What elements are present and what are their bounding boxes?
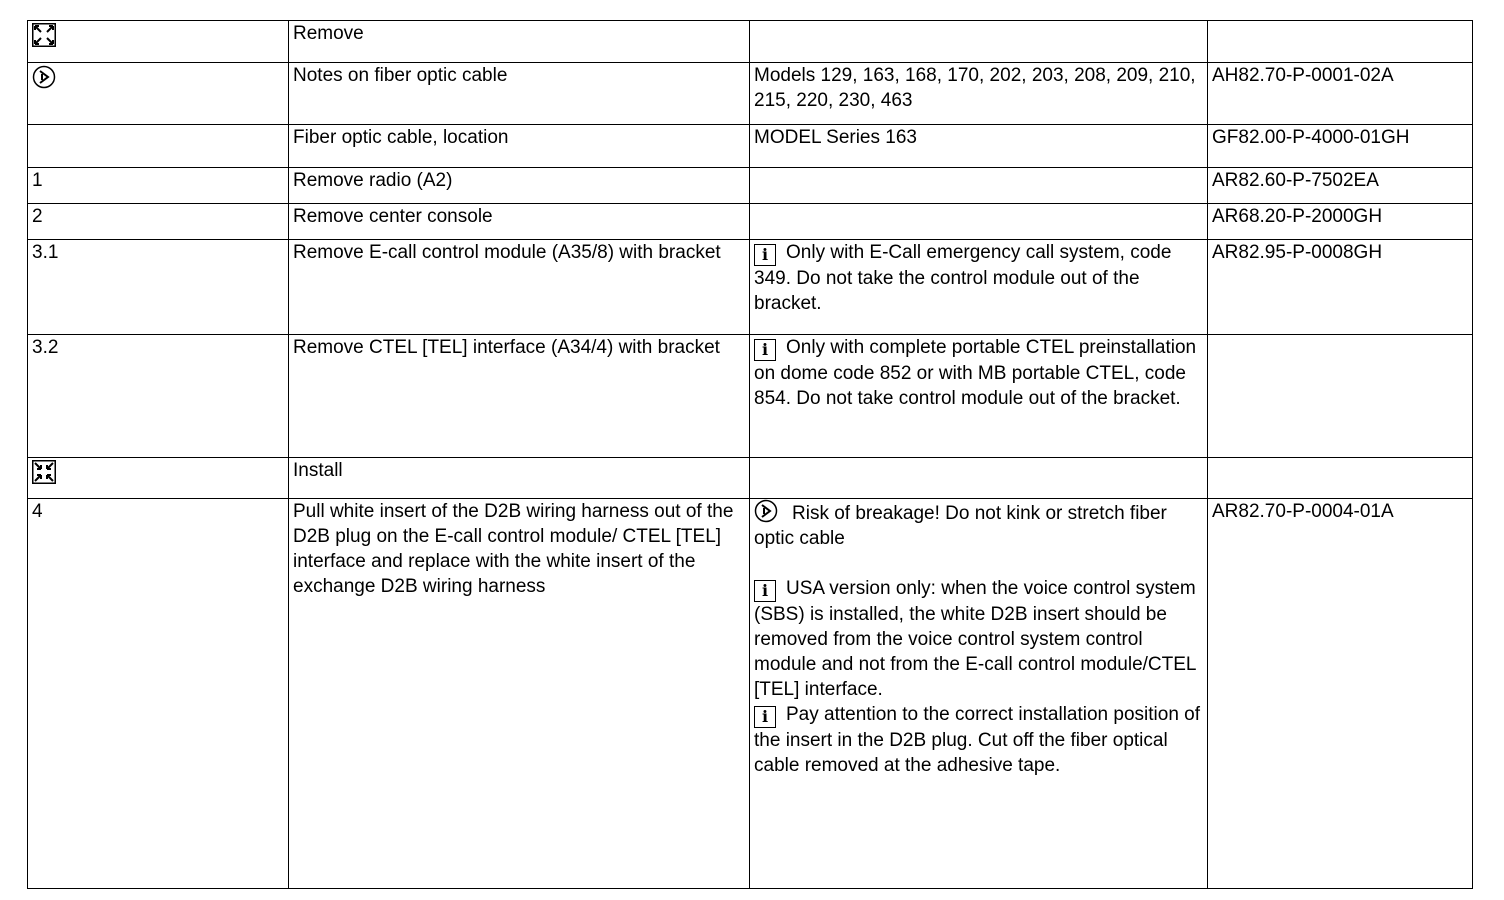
- table-row: [28, 499, 1473, 889]
- operation-cell: Remove radio (A2): [289, 168, 750, 204]
- notes-cell: [750, 168, 1208, 204]
- remove-icon: [32, 23, 56, 47]
- reference-cell: [1208, 21, 1473, 63]
- operation-cell: Remove E-call control module (A35/8) with bracket: [289, 240, 750, 335]
- note: [754, 576, 1205, 702]
- spacer: [754, 551, 1205, 576]
- notes-cell: MODEL Series 163: [750, 125, 1208, 168]
- operation-cell: Pull white insert of the D2B wiring harness out of the D2B plug on the E-call control module/ CTEL [TEL] interface and replace with the white insert of the exchange D2B wiring harness: [289, 499, 750, 889]
- step-cell: [28, 458, 289, 499]
- reference-cell: AR82.70-P-0004-01A: [1208, 499, 1473, 889]
- note-text: Risk of breakage! Do not kink or stretch fiber optic cable: [754, 503, 1167, 549]
- step-cell: 3.2: [28, 335, 289, 458]
- table-row: [28, 335, 1473, 458]
- table-row: [28, 168, 1473, 204]
- install-icon: [32, 460, 56, 484]
- notes-cell: [750, 335, 1208, 458]
- note-text: Only with E-Call emergency call system, code 349. Do not take the control module out of the bracket.: [754, 242, 1172, 314]
- table-row: [28, 63, 1473, 125]
- note: [754, 702, 1205, 778]
- note: [754, 499, 1205, 551]
- table-row: [28, 458, 1473, 499]
- operation-cell: Notes on fiber optic cable: [289, 63, 750, 125]
- note-text: USA version only: when the voice control system (SBS) is installed, the white D2B insert should be removed from the voice control system control module and not from the E-call control module/CTEL [TEL] interface.: [754, 578, 1196, 700]
- step-cell: [28, 125, 289, 168]
- caution-icon: [32, 65, 56, 89]
- info-icon: i: [754, 580, 776, 602]
- operation-cell: Remove: [289, 21, 750, 63]
- info-icon: i: [754, 244, 776, 266]
- step-cell: [28, 63, 289, 125]
- note-text: Pay attention to the correct installation position of the insert in the D2B plug. Cut off the fiber optical cable removed at the adhesive tape.: [754, 704, 1201, 776]
- notes-cell: [750, 240, 1208, 335]
- step-cell: 3.1: [28, 240, 289, 335]
- info-icon: i: [754, 706, 776, 728]
- step-cell: [28, 21, 289, 63]
- info-icon: i: [754, 339, 776, 361]
- step-cell: 4: [28, 499, 289, 889]
- reference-cell: [1208, 335, 1473, 458]
- reference-cell: AH82.70-P-0001-02A: [1208, 63, 1473, 125]
- table-row: [28, 21, 1473, 63]
- note: [754, 240, 1205, 316]
- step-cell: 2: [28, 204, 289, 240]
- reference-cell: GF82.00-P-4000-01GH: [1208, 125, 1473, 168]
- note: [754, 335, 1205, 411]
- caution-icon: [754, 499, 778, 523]
- procedure-table: [27, 20, 1473, 889]
- operation-cell: Fiber optic cable, location: [289, 125, 750, 168]
- notes-cell: [750, 204, 1208, 240]
- table-row: [28, 204, 1473, 240]
- reference-cell: AR82.60-P-7502EA: [1208, 168, 1473, 204]
- table-row: [28, 125, 1473, 168]
- notes-cell: [750, 499, 1208, 889]
- operation-cell: Remove center console: [289, 204, 750, 240]
- reference-cell: AR68.20-P-2000GH: [1208, 204, 1473, 240]
- notes-cell: [750, 21, 1208, 63]
- table-row: [28, 240, 1473, 335]
- notes-cell: Models 129, 163, 168, 170, 202, 203, 208, 209, 210, 215, 220, 230, 463: [750, 63, 1208, 125]
- operation-cell: Remove CTEL [TEL] interface (A34/4) with bracket: [289, 335, 750, 458]
- step-cell: 1: [28, 168, 289, 204]
- notes-cell: [750, 458, 1208, 499]
- reference-cell: AR82.95-P-0008GH: [1208, 240, 1473, 335]
- operation-cell: Install: [289, 458, 750, 499]
- note-text: Only with complete portable CTEL preinstallation on dome code 852 or with MB portable CTEL, code 854. Do not take control module out of the bracket.: [754, 337, 1197, 409]
- reference-cell: [1208, 458, 1473, 499]
